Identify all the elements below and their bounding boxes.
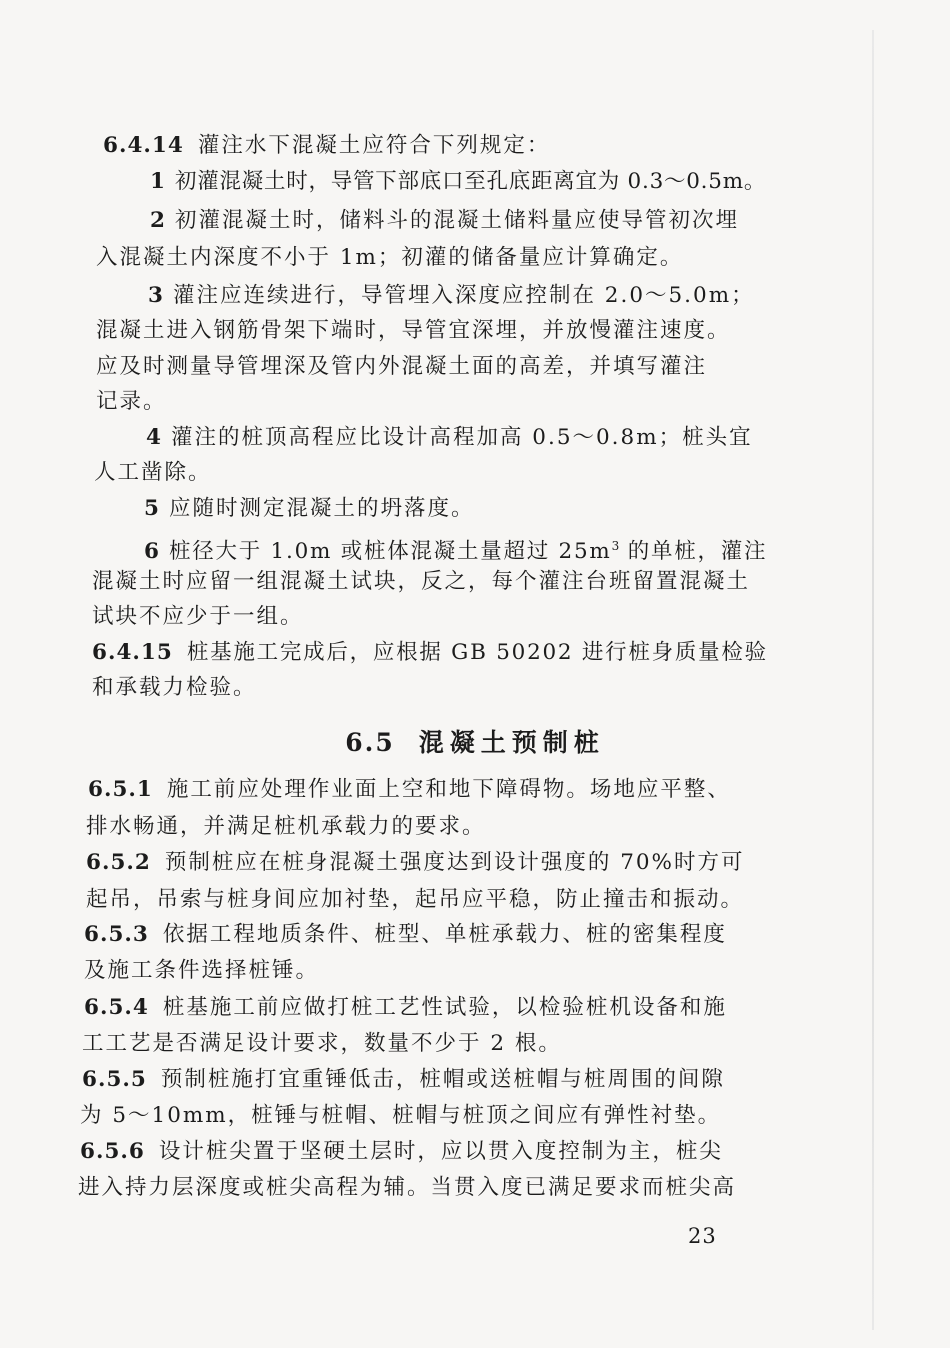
clause-number: 6.5.2 bbox=[86, 850, 151, 875]
sub-item-number: 2 bbox=[150, 208, 165, 233]
clause-6-5-3 bbox=[84, 920, 727, 950]
clause-6-5-1 bbox=[88, 775, 731, 805]
clause-text: 设计桩尖置于坚硬土层时，应以贯入度控制为主，桩尖 bbox=[158, 1139, 723, 1164]
clause-text: 施工前应处理作业面上空和地下障碍物。场地应平整、 bbox=[166, 777, 731, 802]
sub-item-number: 4 bbox=[146, 425, 161, 450]
clause-6-5-4-continued: 工工艺是否满足设计要求，数量不少于 2 根。 bbox=[82, 1031, 562, 1056]
clause-number: 6.4.14 bbox=[103, 133, 184, 158]
sub-item-6 bbox=[144, 531, 767, 567]
sub-item-text: 桩径大于 1.0m 或桩体混凝土量超过 25m bbox=[168, 539, 612, 564]
sub-item-text: 灌注应连续进行，导管埋入深度应控制在 2.0～5.0m； bbox=[172, 283, 755, 308]
clause-6-4-15-continued: 和承载力检验。 bbox=[92, 675, 257, 700]
clause-text: 灌注水下混凝土应符合下列规定： bbox=[197, 133, 551, 158]
clause-6-5-6 bbox=[80, 1137, 723, 1167]
section-title: 混凝土预制桩 bbox=[418, 728, 605, 757]
sub-item-2 bbox=[150, 206, 739, 236]
clause-6-5-3-continued: 及施工条件选择桩锤。 bbox=[84, 958, 320, 983]
sub-item-number: 6 bbox=[144, 539, 159, 564]
clause-text: 桩基施工完成后，应根据 GB 50202 进行桩身质量检验 bbox=[186, 640, 768, 665]
sub-item-4 bbox=[146, 423, 753, 453]
sub-item-3-line-3: 应及时测量导管埋深及管内外混凝土面的高差，并填写灌注 bbox=[96, 354, 708, 379]
sub-item-3-line-4: 记录。 bbox=[96, 389, 167, 414]
superscript: 3 bbox=[611, 539, 620, 553]
sub-item-6-line-2: 混凝土时应留一组混凝土试块，反之，每个灌注台班留置混凝土 bbox=[92, 569, 751, 594]
clause-text: 依据工程地质条件、桩型、单桩承载力、桩的密集程度 bbox=[162, 922, 727, 947]
sub-item-3-line-2: 混凝土进入钢筋骨架下端时，导管宜深埋，并放慢灌注速度。 bbox=[96, 318, 731, 343]
clause-number: 6.5.3 bbox=[84, 922, 149, 947]
clause-6-5-2 bbox=[86, 848, 744, 878]
clause-6-5-6-continued: 进入持力层深度或桩尖高程为辅。当贯入度已满足要求而桩尖高 bbox=[78, 1175, 737, 1200]
sub-item-number: 3 bbox=[148, 283, 163, 308]
clause-6-4-14 bbox=[103, 131, 550, 161]
sub-item-4-continued: 人工凿除。 bbox=[94, 460, 212, 485]
clause-6-4-15 bbox=[92, 638, 768, 668]
sub-item-text: 灌注的桩顶高程应比设计高程加高 0.5～0.8m；桩头宜 bbox=[170, 425, 753, 450]
sub-item-number: 1 bbox=[150, 169, 165, 194]
clause-6-5-1-continued: 排水畅通，并满足桩机承载力的要求。 bbox=[86, 814, 486, 839]
clause-number: 6.5.6 bbox=[80, 1139, 145, 1164]
clause-6-5-2-continued: 起吊，吊索与桩身间应加衬垫，起吊应平稳，防止撞击和振动。 bbox=[86, 887, 745, 912]
clause-text: 预制桩施打宜重锤低击，桩帽或送桩帽与桩周围的间隙 bbox=[160, 1067, 725, 1092]
sub-item-number: 5 bbox=[144, 496, 159, 521]
section-number: 6.5 bbox=[345, 728, 395, 757]
clause-6-5-4 bbox=[84, 993, 727, 1023]
section-heading bbox=[0, 723, 950, 759]
clause-6-5-5 bbox=[82, 1065, 725, 1095]
sub-item-text: 初灌混凝土时，储料斗的混凝土储料量应使导管初次埋 bbox=[174, 208, 739, 233]
sub-item-5 bbox=[144, 494, 474, 524]
page-number: 23 bbox=[688, 1224, 717, 1248]
sub-item-2-continued: 入混凝土内深度不小于 1m；初灌的储备量应计算确定。 bbox=[96, 245, 684, 270]
sub-item-1 bbox=[150, 167, 766, 197]
clause-number: 6.5.1 bbox=[88, 777, 153, 802]
clause-text: 桩基施工前应做打桩工艺性试验，以检验桩机设备和施 bbox=[162, 995, 727, 1020]
sub-item-text-tail: 的单桩，灌注 bbox=[627, 539, 768, 564]
sub-item-6-line-3: 试块不应少于一组。 bbox=[92, 604, 304, 629]
clause-text: 预制桩应在桩身混凝土强度达到设计强度的 70%时方可 bbox=[164, 850, 745, 875]
sub-item-3 bbox=[148, 281, 755, 311]
clause-number: 6.4.15 bbox=[92, 640, 173, 665]
clause-6-5-5-continued: 为 5～10mm，桩锤与桩帽、桩帽与桩顶之间应有弹性衬垫。 bbox=[80, 1103, 722, 1128]
sub-item-text: 初灌混凝土时，导管下部底口至孔底距离宜为 0.3～0.5m。 bbox=[174, 169, 767, 194]
clause-number: 6.5.4 bbox=[84, 995, 149, 1020]
clause-number: 6.5.5 bbox=[82, 1067, 147, 1092]
sub-item-text: 应随时测定混凝土的坍落度。 bbox=[168, 496, 475, 521]
